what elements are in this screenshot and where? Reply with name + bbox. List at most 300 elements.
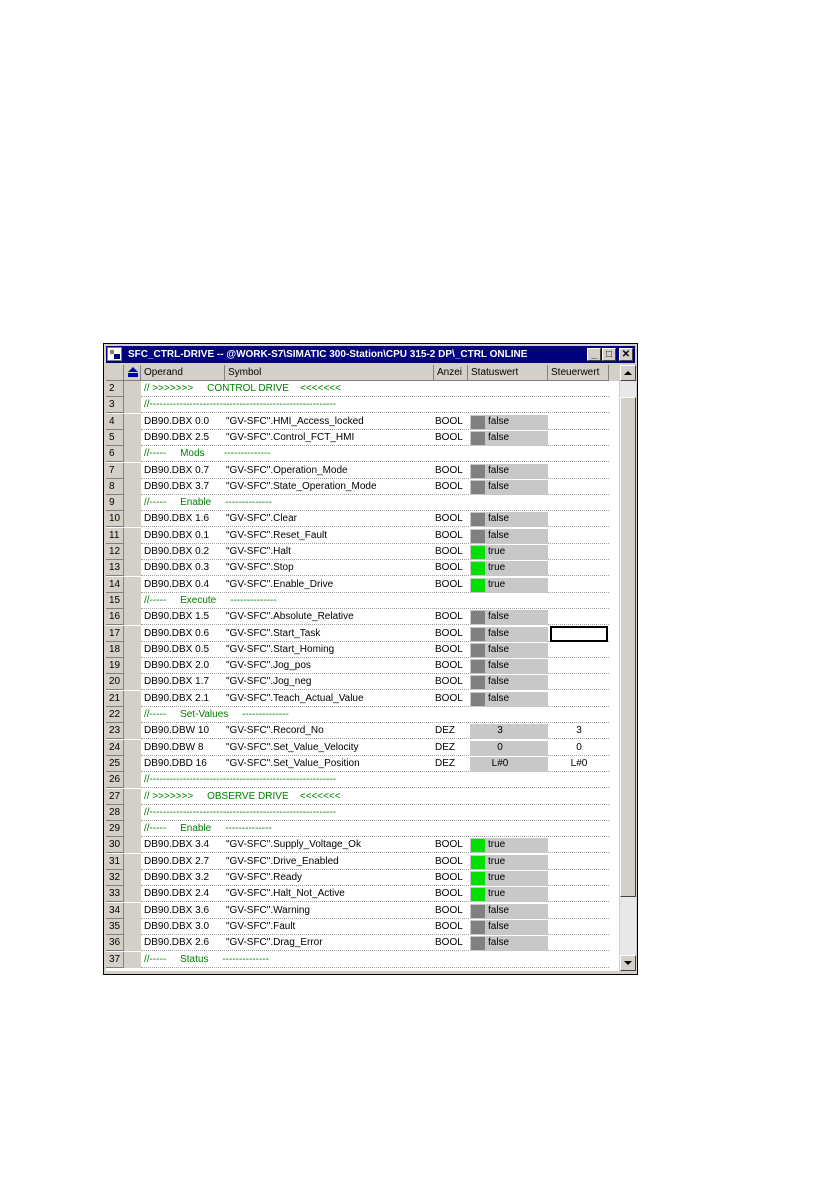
sort-header[interactable] — [124, 365, 141, 381]
sort-icon — [126, 367, 139, 378]
row-gutter — [124, 886, 141, 902]
table-row[interactable] — [106, 707, 619, 723]
status-value: true — [488, 888, 506, 900]
row-cells — [141, 528, 609, 544]
status-value: false — [488, 920, 510, 932]
operand-cell[interactable]: DB90.DBX 0.7 — [144, 464, 210, 476]
operand-cell[interactable]: DB90.DBX 2.7 — [144, 855, 210, 867]
row-gutter — [124, 772, 141, 788]
row-gutter — [124, 479, 141, 495]
row-gutter — [124, 430, 141, 446]
table-row[interactable] — [106, 789, 619, 805]
status-value-cell — [470, 675, 548, 690]
table-row[interactable] — [106, 919, 619, 935]
table-row[interactable] — [106, 511, 619, 527]
row-gutter — [124, 495, 141, 511]
table-row[interactable] — [106, 691, 619, 707]
row-gutter — [124, 544, 141, 560]
table-row[interactable] — [106, 837, 619, 853]
row-cells — [141, 707, 609, 723]
format-cell[interactable]: BOOL — [435, 464, 463, 476]
anzeige-header[interactable]: Anzei — [434, 365, 468, 381]
control-value-cell[interactable]: 0 — [576, 741, 582, 753]
format-cell[interactable]: BOOL — [435, 643, 463, 655]
control-value-cell[interactable] — [550, 837, 608, 852]
row-cells — [141, 560, 609, 576]
comment-cell[interactable]: //----- Enable -------------- — [144, 823, 272, 835]
format-cell[interactable]: BOOL — [435, 562, 463, 574]
row-number: 34 — [106, 903, 124, 919]
row-cells — [141, 430, 609, 446]
operand-cell[interactable]: DB90.DBX 3.2 — [144, 872, 210, 883]
app-icon[interactable] — [107, 347, 122, 361]
row-cells — [141, 381, 609, 397]
row-cells — [141, 397, 609, 413]
row-number: 18 — [106, 642, 124, 658]
table-row[interactable] — [106, 772, 619, 788]
table-row[interactable] — [106, 560, 619, 576]
variable-table-window — [103, 343, 638, 975]
format-cell[interactable]: BOOL — [435, 855, 463, 867]
operand-cell[interactable]: DB90.DBX 2.5 — [144, 431, 210, 443]
row-gutter — [124, 577, 141, 593]
row-cells — [141, 935, 609, 951]
operand-cell[interactable]: DB90.DBX 1.7 — [144, 676, 210, 688]
status-indicator-icon — [471, 872, 485, 885]
operand-cell[interactable]: DB90.DBX 0.3 — [144, 562, 210, 574]
minimize-button[interactable]: _ — [587, 348, 601, 361]
row-number: 31 — [106, 854, 124, 870]
symbol-cell[interactable]: "GV-SFC".Stop — [226, 562, 294, 574]
status-indicator-icon — [471, 888, 485, 901]
status-value: false — [488, 692, 510, 704]
control-value-cell[interactable] — [550, 674, 608, 689]
row-number: 19 — [106, 658, 124, 674]
status-value-cell — [470, 904, 548, 919]
close-button[interactable]: ✕ — [619, 348, 633, 361]
row-cells — [141, 903, 609, 919]
status-value: false — [488, 627, 510, 639]
row-cells — [141, 691, 609, 707]
scroll-thumb[interactable] — [620, 397, 636, 897]
operand-cell[interactable]: DB90.DBX 1.5 — [144, 611, 210, 623]
control-value-cell[interactable] — [550, 870, 608, 885]
vertical-scrollbar[interactable] — [620, 365, 636, 971]
format-cell[interactable]: BOOL — [435, 611, 463, 623]
row-gutter — [124, 674, 141, 690]
status-value-cell — [470, 545, 548, 560]
table-row[interactable] — [106, 528, 619, 544]
status-value: true — [488, 872, 506, 883]
comment-cell[interactable]: //----- Set-Values -------------- — [144, 709, 289, 720]
status-value: false — [488, 529, 510, 541]
table-row[interactable] — [106, 756, 619, 772]
status-value-cell — [470, 936, 548, 951]
row-number: 30 — [106, 837, 124, 853]
row-cells — [141, 593, 609, 609]
table-row[interactable] — [106, 642, 619, 658]
operand-cell[interactable]: DB90.DBX 2.4 — [144, 888, 210, 900]
comment-cell[interactable]: //----- Execute -------------- — [144, 594, 277, 606]
format-cell[interactable]: BOOL — [435, 920, 463, 932]
row-cells — [141, 674, 609, 690]
row-number: 11 — [106, 528, 124, 544]
symbol-cell[interactable]: "GV-SFC".Operation_Mode — [226, 464, 348, 476]
row-cells — [141, 723, 609, 739]
control-value-input[interactable] — [550, 626, 608, 642]
format-cell[interactable]: DEZ — [435, 725, 455, 737]
control-value-cell[interactable] — [550, 430, 608, 445]
control-value-cell[interactable]: 3 — [576, 725, 582, 737]
status-value: true — [488, 839, 506, 851]
operand-cell[interactable]: DB90.DBX 0.1 — [144, 529, 210, 541]
table-row[interactable] — [106, 577, 619, 593]
scroll-up-button[interactable] — [620, 365, 636, 381]
control-value-cell[interactable] — [550, 463, 608, 478]
statuswert-header[interactable]: Statuswert — [468, 365, 548, 381]
operand-cell[interactable]: DB90.DBX 3.7 — [144, 480, 210, 492]
status-indicator-icon — [471, 937, 485, 950]
status-value: true — [488, 546, 506, 557]
symbol-cell[interactable]: "GV-SFC".Clear — [226, 513, 298, 525]
status-value-cell — [470, 838, 548, 853]
table-row[interactable] — [106, 430, 619, 446]
row-gutter — [124, 870, 141, 886]
row-gutter — [124, 381, 141, 397]
symbol-cell[interactable]: "GV-SFC".HMI_Access_locked — [226, 415, 364, 427]
control-value-cell[interactable] — [550, 544, 608, 559]
symbol-cell[interactable]: "GV-SFC".Supply_Voltage_Ok — [226, 839, 361, 851]
row-number: 17 — [106, 626, 124, 642]
table-row[interactable] — [106, 463, 619, 479]
format-cell[interactable]: BOOL — [435, 431, 463, 443]
format-cell[interactable]: BOOL — [435, 627, 463, 639]
table-row[interactable] — [106, 854, 619, 870]
status-value: true — [488, 562, 506, 574]
comment-cell[interactable]: // >>>>>>> OBSERVE DRIVE <<<<<<< — [144, 790, 341, 802]
status-value: L#0 — [491, 757, 509, 769]
table-row[interactable] — [106, 397, 619, 413]
control-value-cell[interactable] — [550, 577, 608, 592]
format-cell[interactable]: BOOL — [435, 578, 463, 590]
row-cells — [141, 544, 609, 560]
row-cells — [141, 952, 609, 968]
status-value-cell — [470, 643, 548, 658]
control-value-cell[interactable] — [550, 919, 608, 934]
symbol-cell[interactable]: "GV-SFC".Set_Value_Position — [226, 757, 360, 769]
comment-cell[interactable]: //-------------------------------------------------------- — [144, 399, 337, 411]
row-cells — [141, 870, 609, 886]
row-gutter — [124, 560, 141, 576]
row-number: 29 — [106, 821, 124, 837]
format-cell[interactable]: BOOL — [435, 888, 463, 900]
row-cells — [141, 446, 609, 462]
format-cell[interactable]: BOOL — [435, 513, 463, 525]
table-row[interactable] — [106, 935, 619, 951]
table-row[interactable] — [106, 658, 619, 674]
arrow-down-icon — [624, 961, 632, 965]
row-number: 9 — [106, 495, 124, 511]
status-value-cell — [470, 610, 548, 625]
table-row[interactable] — [106, 740, 619, 756]
row-cells — [141, 414, 609, 430]
status-value: true — [488, 855, 506, 867]
table-row[interactable] — [106, 821, 619, 837]
operand-cell[interactable]: DB90.DBX 3.4 — [144, 839, 210, 851]
row-gutter — [124, 952, 141, 968]
row-number: 32 — [106, 870, 124, 886]
control-value-cell[interactable] — [550, 528, 608, 543]
status-value: 0 — [497, 741, 503, 753]
format-cell[interactable]: BOOL — [435, 904, 463, 916]
row-number: 10 — [106, 511, 124, 527]
status-value-cell — [470, 871, 548, 886]
symbol-cell[interactable]: "GV-SFC".Halt_Not_Active — [226, 888, 345, 900]
table-row[interactable] — [106, 593, 619, 609]
operand-cell[interactable]: DB90.DBX 2.1 — [144, 692, 210, 704]
status-indicator-icon — [471, 481, 485, 494]
status-value-cell — [470, 757, 548, 772]
status-indicator-icon — [471, 660, 485, 673]
row-number: 15 — [106, 593, 124, 609]
symbol-cell[interactable]: "GV-SFC".Teach_Actual_Value — [226, 692, 364, 704]
arrow-up-icon — [624, 371, 632, 375]
comment-cell[interactable]: //-------------------------------------------------------- — [144, 774, 337, 786]
row-number: 2 — [106, 381, 124, 397]
row-number: 13 — [106, 560, 124, 576]
status-value: true — [488, 578, 506, 590]
window-title: SFC_CTRL-DRIVE -- @WORK-S7\SIMATIC 300-Station\CPU 315-2 DP\_CTRL ONLINE — [128, 349, 528, 360]
table-row[interactable] — [106, 544, 619, 560]
row-number: 27 — [106, 789, 124, 805]
symbol-cell[interactable]: "GV-SFC".Drag_Error — [226, 937, 323, 949]
symbol-cell[interactable]: "GV-SFC".State_Operation_Mode — [226, 480, 377, 492]
row-cells — [141, 854, 609, 870]
format-cell[interactable]: BOOL — [435, 692, 463, 704]
operand-cell[interactable]: DB90.DBX 3.0 — [144, 920, 210, 932]
symbol-cell[interactable]: "GV-SFC".Halt — [226, 546, 291, 557]
symbol-cell[interactable]: "GV-SFC".Set_Value_Velocity — [226, 741, 359, 753]
status-value: false — [488, 431, 510, 443]
status-indicator-icon — [471, 676, 485, 689]
format-cell[interactable]: BOOL — [435, 415, 463, 427]
symbol-cell[interactable]: "GV-SFC".Absolute_Relative — [226, 611, 354, 623]
format-cell[interactable]: BOOL — [435, 839, 463, 851]
status-value: false — [488, 676, 510, 688]
row-number: 14 — [106, 577, 124, 593]
status-value-cell — [470, 480, 548, 495]
format-cell[interactable]: BOOL — [435, 676, 463, 688]
control-value-cell[interactable] — [550, 479, 608, 494]
row-gutter — [124, 821, 141, 837]
control-value-cell[interactable]: L#0 — [570, 757, 588, 769]
row-cells — [141, 658, 609, 674]
table-row[interactable] — [106, 952, 619, 968]
status-value-cell — [470, 855, 548, 870]
table-row[interactable] — [106, 495, 619, 511]
operand-cell[interactable]: DB90.DBW 10 — [144, 725, 210, 737]
row-gutter — [124, 691, 141, 707]
symbol-cell[interactable]: "GV-SFC".Fault — [226, 920, 296, 932]
row-cells — [141, 772, 609, 788]
row-number: 12 — [106, 544, 124, 560]
symbol-cell[interactable]: "GV-SFC".Drive_Enabled — [226, 855, 339, 867]
row-number: 33 — [106, 886, 124, 902]
comment-cell[interactable]: // >>>>>>> CONTROL DRIVE <<<<<<< — [144, 383, 341, 394]
operand-cell[interactable]: DB90.DBD 16 — [144, 757, 207, 769]
status-value-cell — [470, 920, 548, 935]
control-value-cell[interactable] — [550, 935, 608, 950]
row-gutter — [124, 805, 141, 821]
operand-cell[interactable]: DB90.DBX 2.0 — [144, 660, 210, 672]
row-cells — [141, 642, 609, 658]
control-value-cell[interactable] — [550, 511, 608, 526]
comment-cell[interactable]: //----- Status -------------- — [144, 953, 269, 965]
row-gutter — [124, 740, 141, 756]
symbol-cell[interactable]: "GV-SFC".Jog_pos — [226, 660, 311, 672]
table-row[interactable] — [106, 609, 619, 625]
row-number: 6 — [106, 446, 124, 462]
status-value: false — [488, 904, 510, 916]
table-row[interactable] — [106, 805, 619, 821]
row-gutter — [124, 903, 141, 919]
operand-cell[interactable]: DB90.DBX 0.2 — [144, 546, 210, 557]
control-value-cell[interactable] — [550, 886, 608, 901]
comment-cell[interactable]: //----- Mods -------------- — [144, 448, 271, 460]
control-value-cell[interactable] — [550, 691, 608, 706]
status-value: false — [488, 643, 510, 655]
status-value-cell — [470, 692, 548, 707]
row-cells — [141, 479, 609, 495]
symbol-cell[interactable]: "GV-SFC".Reset_Fault — [226, 529, 328, 541]
table-row[interactable] — [106, 870, 619, 886]
format-cell[interactable]: BOOL — [435, 660, 463, 672]
status-indicator-icon — [471, 579, 485, 592]
row-number: 20 — [106, 674, 124, 690]
row-number: 24 — [106, 740, 124, 756]
scroll-down-button[interactable] — [620, 955, 636, 971]
status-value: 3 — [497, 725, 503, 737]
table-row[interactable] — [106, 381, 619, 397]
operand-header[interactable]: Operand — [141, 365, 225, 381]
format-cell[interactable]: BOOL — [435, 546, 463, 557]
control-value-cell[interactable] — [550, 854, 608, 869]
status-value: false — [488, 415, 510, 427]
row-number: 21 — [106, 691, 124, 707]
row-gutter — [124, 658, 141, 674]
row-gutter — [124, 414, 141, 430]
row-gutter — [124, 854, 141, 870]
table-row[interactable] — [106, 674, 619, 690]
table-row[interactable] — [106, 479, 619, 495]
row-gutter — [124, 528, 141, 544]
comment-cell[interactable]: //-------------------------------------------------------- — [144, 806, 337, 818]
status-value: false — [488, 480, 510, 492]
comment-cell[interactable]: //----- Enable -------------- — [144, 497, 272, 509]
row-cells — [141, 919, 609, 935]
format-cell[interactable]: BOOL — [435, 872, 463, 883]
operand-cell[interactable]: DB90.DBX 2.6 — [144, 937, 210, 949]
row-cells — [141, 837, 609, 853]
status-indicator-icon — [471, 546, 485, 559]
status-value-cell — [470, 627, 548, 642]
table-row[interactable] — [106, 723, 619, 739]
control-value-cell[interactable] — [550, 903, 608, 918]
operand-cell[interactable]: DB90.DBW 8 — [144, 741, 204, 753]
symbol-cell[interactable]: "GV-SFC".Control_FCT_HMI — [226, 431, 355, 443]
row-number: 3 — [106, 397, 124, 413]
symbol-cell[interactable]: "GV-SFC".Warning — [226, 904, 310, 916]
row-gutter — [124, 642, 141, 658]
status-indicator-icon — [471, 628, 485, 641]
table-row[interactable] — [106, 446, 619, 462]
maximize-button[interactable]: □ — [602, 348, 616, 361]
table-row[interactable] — [106, 903, 619, 919]
operand-cell[interactable]: DB90.DBX 0.0 — [144, 415, 210, 427]
status-value: false — [488, 937, 510, 949]
table-row[interactable] — [106, 886, 619, 902]
row-number: 26 — [106, 772, 124, 788]
title-bar[interactable] — [106, 346, 635, 363]
row-gutter — [124, 609, 141, 625]
table-header — [106, 365, 619, 381]
row-gutter — [124, 935, 141, 951]
status-value-cell — [470, 529, 548, 544]
row-gutter — [124, 511, 141, 527]
control-value-cell[interactable] — [550, 658, 608, 673]
operand-cell[interactable]: DB90.DBX 0.4 — [144, 578, 210, 590]
status-value-cell — [470, 415, 548, 430]
row-number: 22 — [106, 707, 124, 723]
control-value-cell[interactable] — [550, 560, 608, 575]
row-number: 16 — [106, 609, 124, 625]
control-value-cell[interactable] — [550, 414, 608, 429]
control-value-cell[interactable] — [550, 609, 608, 624]
row-number: 36 — [106, 935, 124, 951]
format-cell[interactable]: DEZ — [435, 741, 455, 753]
symbol-header[interactable]: Symbol — [225, 365, 434, 381]
symbol-cell[interactable]: "GV-SFC".Jog_neg — [226, 676, 312, 688]
row-number-header — [106, 365, 124, 381]
symbol-cell[interactable]: "GV-SFC".Start_Task — [226, 627, 321, 639]
table-row[interactable] — [106, 626, 619, 642]
steuerwert-header[interactable]: Steuerwert — [548, 365, 609, 381]
status-indicator-icon — [471, 905, 485, 918]
operand-cell[interactable]: DB90.DBX 0.6 — [144, 627, 210, 639]
status-value: false — [488, 660, 510, 672]
row-cells — [141, 511, 609, 527]
status-value-cell — [470, 887, 548, 902]
status-indicator-icon — [471, 465, 485, 478]
symbol-cell[interactable]: "GV-SFC".Ready — [226, 872, 303, 883]
symbol-cell[interactable]: "GV-SFC".Record_No — [226, 725, 324, 737]
format-cell[interactable]: DEZ — [435, 757, 455, 769]
row-gutter — [124, 919, 141, 935]
symbol-cell[interactable]: "GV-SFC".Start_Homing — [226, 643, 335, 655]
operand-cell[interactable]: DB90.DBX 1.6 — [144, 513, 210, 525]
table-row[interactable] — [106, 414, 619, 430]
format-cell[interactable]: BOOL — [435, 529, 463, 541]
format-cell[interactable]: BOOL — [435, 480, 463, 492]
operand-cell[interactable]: DB90.DBX 0.5 — [144, 643, 210, 655]
row-gutter — [124, 626, 141, 642]
status-indicator-icon — [471, 693, 485, 706]
operand-cell[interactable]: DB90.DBX 3.6 — [144, 904, 210, 916]
row-cells — [141, 495, 609, 511]
control-value-cell[interactable] — [550, 642, 608, 657]
symbol-cell[interactable]: "GV-SFC".Enable_Drive — [226, 578, 334, 590]
format-cell[interactable]: BOOL — [435, 937, 463, 949]
